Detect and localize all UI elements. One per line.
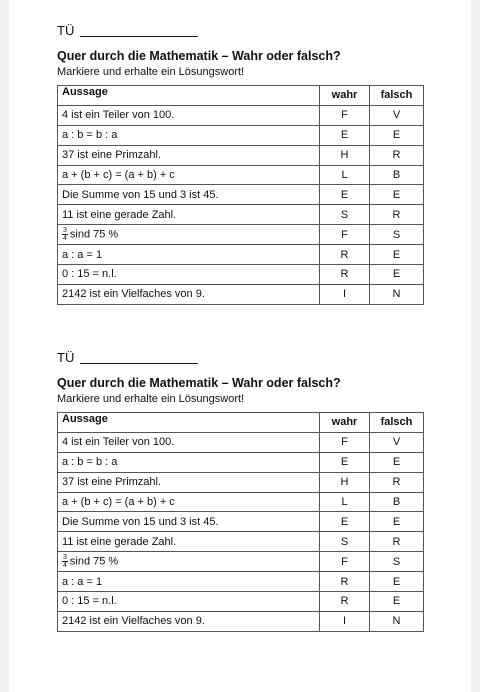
statement-text: 0 : 15 = n.l. — [62, 595, 117, 608]
true-letter-cell[interactable]: F — [320, 552, 370, 572]
false-letter-cell[interactable]: E — [370, 572, 424, 592]
header-true: wahr — [320, 86, 370, 106]
true-letter-cell[interactable]: R — [320, 265, 370, 285]
table-row — [58, 611, 424, 631]
statement-cell — [58, 432, 320, 452]
false-letter-cell[interactable]: N — [370, 611, 424, 631]
false-letter-cell[interactable]: E — [370, 265, 424, 285]
fraction: $\frac{3}{4}$ — [63, 554, 67, 570]
statement-text: 37 ist eine Primzahl. — [62, 476, 162, 489]
statement-cell — [58, 245, 320, 265]
name-label: TÜ — [57, 23, 75, 38]
false-letter-cell[interactable]: E — [370, 125, 424, 145]
statement-cell — [58, 145, 320, 165]
false-letter-cell[interactable]: E — [370, 512, 424, 532]
table-row — [58, 145, 424, 165]
statement-cell — [58, 225, 320, 245]
false-letter-cell[interactable]: B — [370, 492, 424, 512]
worksheet — [57, 22, 423, 305]
statement-cell — [58, 572, 320, 592]
false-letter-cell[interactable]: N — [370, 284, 424, 304]
table-row — [58, 432, 424, 452]
table-row — [58, 225, 424, 245]
table-row — [58, 105, 424, 125]
name-blank-line[interactable] — [80, 24, 198, 37]
true-letter-cell[interactable]: I — [320, 284, 370, 304]
statement-cell — [58, 532, 320, 552]
false-letter-cell[interactable]: S — [370, 552, 424, 572]
true-letter-cell[interactable]: I — [320, 611, 370, 631]
true-letter-cell[interactable]: F — [320, 225, 370, 245]
false-letter-cell[interactable]: R — [370, 472, 424, 492]
true-letter-cell[interactable]: E — [320, 125, 370, 145]
statement-cell — [58, 611, 320, 631]
worksheet-subtitle: Markiere und erhalte ein Lösungswort! — [57, 66, 245, 78]
true-letter-cell[interactable]: S — [320, 205, 370, 225]
statement-text: a : a = 1 — [62, 248, 103, 261]
statement-text: 4 ist ein Teiler von 100. — [62, 109, 175, 122]
statement-text: a : a = 1 — [62, 575, 103, 588]
table-row — [58, 592, 424, 612]
statement-text: 11 ist eine gerade Zahl. — [62, 535, 177, 548]
statement-text: 4 ist ein Teiler von 100. — [62, 436, 175, 449]
table-row — [58, 472, 424, 492]
false-letter-cell[interactable]: S — [370, 225, 424, 245]
true-letter-cell[interactable]: F — [320, 432, 370, 452]
true-letter-cell[interactable]: L — [320, 492, 370, 512]
statement-cell — [58, 125, 320, 145]
true-letter-cell[interactable]: E — [320, 185, 370, 205]
true-letter-cell[interactable]: R — [320, 572, 370, 592]
statement-text: a : b = b : a — [62, 456, 118, 469]
statement-cell — [58, 165, 320, 185]
statement-text: sind 75 % — [69, 228, 119, 241]
worksheet-title: Quer durch die Mathematik – Wahr oder falsch? — [57, 376, 341, 390]
statement-cell — [58, 592, 320, 612]
statement-text: 2142 ist ein Vielfaches von 9. — [62, 288, 205, 301]
false-letter-cell[interactable]: E — [370, 592, 424, 612]
table-header-row — [58, 413, 424, 433]
statement-text: a + (b + c) = (a + b) + c — [62, 496, 175, 508]
statement-table — [57, 85, 424, 305]
false-letter-cell[interactable]: E — [370, 452, 424, 472]
name-label: TÜ — [57, 350, 75, 365]
statement-cell — [58, 452, 320, 472]
table-row — [58, 552, 424, 572]
statement-text: sind 75 % — [69, 555, 119, 568]
false-letter-cell[interactable]: V — [370, 432, 424, 452]
true-letter-cell[interactable]: L — [320, 165, 370, 185]
worksheet — [57, 349, 423, 632]
table-row — [58, 572, 424, 592]
table-row — [58, 205, 424, 225]
false-letter-cell[interactable]: E — [370, 185, 424, 205]
true-letter-cell[interactable]: H — [320, 145, 370, 165]
table-row — [58, 265, 424, 285]
name-field — [57, 22, 423, 40]
header-statement: Aussage — [58, 413, 320, 433]
statement-table — [57, 412, 424, 632]
statement-cell — [58, 492, 320, 512]
true-letter-cell[interactable]: F — [320, 105, 370, 125]
true-letter-cell[interactable]: E — [320, 512, 370, 532]
false-letter-cell[interactable]: R — [370, 145, 424, 165]
true-letter-cell[interactable]: R — [320, 592, 370, 612]
header-false: falsch — [370, 413, 424, 433]
table-row — [58, 165, 424, 185]
statement-text: a : b = b : a — [62, 129, 118, 142]
table-row — [58, 185, 424, 205]
statement-cell — [58, 512, 320, 532]
statement-text: Die Summe von 15 und 3 ist 45. — [62, 515, 219, 528]
header-false: falsch — [370, 86, 424, 106]
false-letter-cell[interactable]: B — [370, 165, 424, 185]
statement-cell — [58, 472, 320, 492]
name-blank-line[interactable] — [80, 351, 198, 364]
table-row — [58, 125, 424, 145]
name-field — [57, 349, 423, 367]
table-row — [58, 452, 424, 472]
table-row — [58, 245, 424, 265]
document-page — [9, 0, 471, 692]
false-letter-cell[interactable]: E — [370, 245, 424, 265]
statement-cell — [58, 284, 320, 304]
fraction: $\frac{3}{4}$ — [63, 227, 67, 243]
true-letter-cell[interactable]: H — [320, 472, 370, 492]
statement-text: 0 : 15 = n.l. — [62, 268, 117, 281]
statement-text: a + (b + c) = (a + b) + c — [62, 169, 175, 181]
statement-cell — [58, 185, 320, 205]
table-row — [58, 532, 424, 552]
true-letter-cell[interactable]: S — [320, 532, 370, 552]
statement-cell — [58, 265, 320, 285]
statement-cell — [58, 105, 320, 125]
header-statement: Aussage — [58, 86, 320, 106]
table-row — [58, 512, 424, 532]
table-header-row — [58, 86, 424, 106]
false-letter-cell[interactable]: R — [370, 205, 424, 225]
false-letter-cell[interactable]: R — [370, 532, 424, 552]
statement-text: Die Summe von 15 und 3 ist 45. — [62, 188, 219, 201]
statement-cell — [58, 205, 320, 225]
header-true: wahr — [320, 413, 370, 433]
worksheet-title: Quer durch die Mathematik – Wahr oder falsch? — [57, 49, 341, 63]
statement-text: 11 ist eine gerade Zahl. — [62, 208, 177, 221]
true-letter-cell[interactable]: E — [320, 452, 370, 472]
statement-text: 2142 ist ein Vielfaches von 9. — [62, 615, 205, 628]
worksheet-subtitle: Markiere und erhalte ein Lösungswort! — [57, 393, 245, 405]
table-row — [58, 492, 424, 512]
true-letter-cell[interactable]: R — [320, 245, 370, 265]
statement-text: 37 ist eine Primzahl. — [62, 149, 162, 162]
table-row — [58, 284, 424, 304]
statement-cell — [58, 552, 320, 572]
false-letter-cell[interactable]: V — [370, 105, 424, 125]
